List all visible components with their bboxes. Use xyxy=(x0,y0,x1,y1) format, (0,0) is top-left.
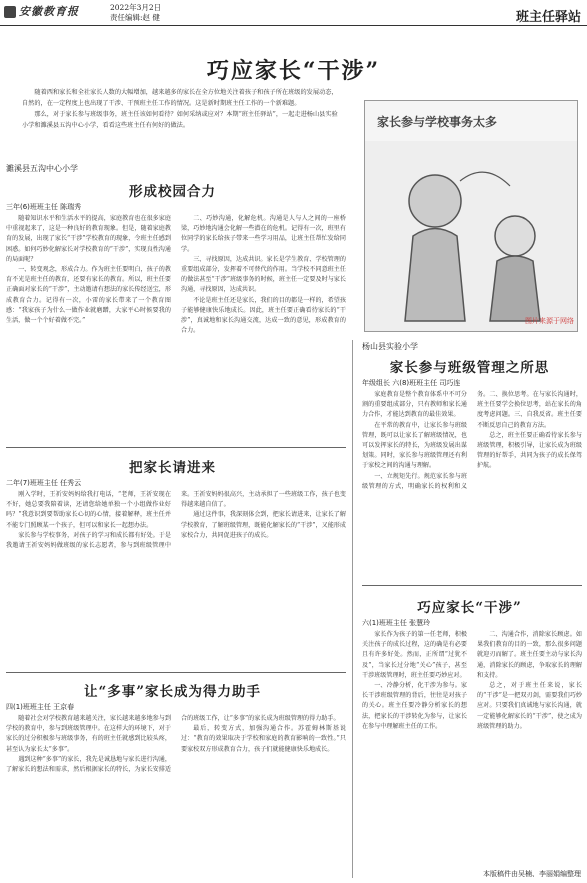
paragraph: 家长作为孩子的第一任老师，积极关注孩子的成长过程，这的确是有必要且有许多好处。然而，正所谓“过犹不及”，当家长过分地“关心”孩子，甚至干涉班级管理时，班主任要巧妙应对。 xyxy=(362,631,467,679)
paragraph: 刚入学时，王祈安妈妈给我打电话，“老师，王祈安现在不好，她总要我陪着读，还请您给她单独一个小组做作业好吗？”我意识到要帮助家长心切的心情，接着解释，班主任并不能专门照顾某一个孩子，但可以和家长一起想办法。 xyxy=(6,491,171,529)
article-body xyxy=(362,630,582,864)
school-name: 濉溪县五沟中心小学 xyxy=(6,164,78,173)
paragraph: 一、冷静分析，化干涉为参与。家长干涉班级管理的背后，往往是对孩子的关心。班主任要冷静分析家长的想法，把家长的干涉转化为参与，让家长在参与中理解班主任的工作。 xyxy=(362,682,467,730)
article-body xyxy=(6,714,346,878)
paragraph: 在平常的教育中，让家长参与班级管理，既可以让家长了解班级情况，也可以发挥家长的特长，为班级发展出谋划策。同时，家长参与班级管理还有利于家校之间的沟通与理解。 xyxy=(362,421,467,470)
article-title: 让“多事”家长成为得力助手 xyxy=(83,684,262,700)
paragraph: 二、巧妙沟通，化解危机。沟通是人与人之间的一座桥梁，巧妙地沟通会化解一些潜在的危机。记得有一次，班里有位同学的家长给孩子带来一些学习用品，让班主任帮忙发给同学。 xyxy=(181,215,346,253)
paragraph: 总之，班主任要正确看待家长参与班级管理，积极引导，让家长成为班级管理的好帮手，共同为孩子的成长保驾护航。 xyxy=(477,431,582,470)
cartoon-illustration xyxy=(365,141,577,331)
divider xyxy=(6,447,346,448)
paragraph: 三、寻找原因，达成共识。家长是学生教育、学校管理的重要组成部分，发挥着不可替代的作用。当学校不同意班主任的做法甚至“干涉”班级事务的时候，班主任一定要及时与家长沟通，寻找原因，达成共识。 xyxy=(181,255,346,294)
paragraph: 一、转变观念，形成合力。作为班主任要明白，孩子的教育不光是班主任的教育，还要有家长的教育。所以，班主任要正确面对家长的“干涉”，主动邀请有想法的家长传经送宝，形成教育合力。记得有一次，小雷的家长带来了一个教育图感：“我家孩子为什么一做作业就磨蹭，大家平心时候要我的生活，做一个个好着做不完。” xyxy=(6,266,171,325)
paragraph: 通过这件事，我深刻体会到，把家长请进来，让家长了解学校教育，了解班级管理，既能化解家长的“干涉”，又能形成家校合力，共同促进孩子的成长。 xyxy=(181,511,346,539)
intro-paragraph: 那么，对于家长参与班级事务，班主任该如何看待？如何采纳或应对？本期“班主任驿站”，一起走进杨山县实验小学和濉溪县五沟中心小学，看看这些班主任有何好的做法。 xyxy=(22,111,338,129)
footer-credit: 本版稿件由吴楠、李丽娟编整理 xyxy=(483,870,581,878)
newspaper-logo-icon xyxy=(4,6,16,18)
parent-figure-head xyxy=(409,175,461,227)
article-title: 把家长请进来 xyxy=(129,460,216,476)
parent-figure-body xyxy=(405,229,465,322)
image-credit: 图片来源于网络 xyxy=(525,317,574,325)
issue-date: 2022年3月2日 xyxy=(110,3,162,12)
article-title: 家长参与班级管理之所思 xyxy=(389,360,550,376)
article-title: 形成校园合力 xyxy=(129,184,216,200)
paragraph: 家长参与学校事务，对孩子的学习和成长都有好处。于是我邀请王祈安妈妈做班级的家长志愿者，参与到班级管理中来。王祈安妈妈很高兴，主动承担了一些班级工作，孩子也变得越来越自信了。 xyxy=(6,491,346,550)
article-byline: 年级组长 六(8)班班主任 司巧连 xyxy=(362,379,461,387)
intro-paragraph: 随着西和家长和全社家长人数的大幅增加，越来越多的家长在全方位地关注着孩子和孩子所在班级的发展动态，自然的，在一定程度上也出现了干涉、干预班主任工作的情况。这是新时期班主任工作的一个新难题。 xyxy=(22,89,338,107)
divider xyxy=(362,585,582,586)
page-header xyxy=(0,0,587,26)
paragraph: 二、沟通合作，消除家长顾虑。如果我们教育的目的一致，那么很多问题就迎刃而解了。班主任要主动与家长沟通，消除家长的顾虑，争取家长的理解和支持。 xyxy=(477,631,582,679)
masthead-text: 安徽教育报 xyxy=(19,5,79,18)
teacher-figure-body xyxy=(490,256,540,321)
article-byline: 三年(6)班班主任 陈瑞秀 xyxy=(6,203,82,211)
paragraph: 总之，对于班主任来说，家长的“干涉”是一把双刃剑，需要我们巧妙应对。只要我们真诚地与家长沟通，就一定能够化解家长的“干涉”，使之成为班级管理的助力。 xyxy=(477,682,582,730)
article-body xyxy=(6,490,346,670)
section-name: 班主任驿站 xyxy=(515,10,581,25)
paragraph: 家庭教育是整个教育体系中不可分割的重要组成部分，只有教师和家长通力合作，才能达到教育的最佳效果。 xyxy=(362,391,467,419)
paragraph: 不论是班主任还是家长，我们的目的都是一样的，希望孩子能够健康快乐地成长。因此，班主任要正确看待家长的“干涉”，真诚地和家长沟通交流，达成一致的意见，形成教育的合力。 xyxy=(181,296,346,335)
intro-text xyxy=(22,88,342,132)
article-body xyxy=(6,214,346,446)
paragraph: 随着知识水平和生活水平的提高，家庭教育也在很多家庭中重视起来了，这是一种良好的教育现象。但是，随着家庭教育的发展，出现了家长“干涉”学校教育的现象，令班主任感到困惑。如何巧妙化解家长对学校教育的“干涉”，实现良性沟通的局面呢？ xyxy=(6,215,171,263)
editor-credit: 责任编辑:赵 健 xyxy=(110,13,160,22)
article-byline: 六(1)班班主任 张慧玲 xyxy=(362,619,431,627)
paragraph: 遇到这种“多事”的家长，我先是诚恳地与家长进行沟通，了解家长的想法和需求，然后根据家长的特长，为家长安排适合的班级工作，让“多事”的家长成为班级管理的得力助手。 xyxy=(6,715,340,774)
illustration xyxy=(364,100,578,332)
illustration-caption: 家长参与学校事务太多 xyxy=(377,115,498,129)
paragraph: 一、立规矩先行。规范家长参与班级管理的方式，明确家长的权利和义务。二、换位思考。在与家长沟通时，班主任要学会换位思考，站在家长的角度考虑问题。三、自我反省。班主任要不断反思自己的教育方法。 xyxy=(362,391,582,490)
article-byline: 二年(7)班班主任 任秀云 xyxy=(6,479,82,487)
page-title: 巧应家长“干涉” xyxy=(206,58,381,84)
paragraph: 随着社会对学校教育越来越关注，家长越来越多地参与到学校的教育中，参与到班级管理中。在这样大的环境下，对于家长的过分积极参与班级事务，有的班主任就感到比较头疼，甚至认为家长太“多事”。 xyxy=(6,715,171,753)
article-title: 巧应家长“干涉” xyxy=(417,600,522,616)
paragraph: 最后，转变方式，加强沟通合作。苏霍姆林斯基说过：“教育的效果取决于学校和家庭的教育影响的一致性。”只要家校双方形成教育合力，孩子们就能健康快乐地成长。 xyxy=(181,725,346,753)
school-name: 杨山县实验小学 xyxy=(362,342,418,351)
teacher-figure-head xyxy=(495,216,535,256)
article-byline: 四(1)班班主任 王京春 xyxy=(6,703,75,711)
masthead xyxy=(4,3,79,19)
divider xyxy=(6,672,346,673)
article-body xyxy=(362,390,582,580)
